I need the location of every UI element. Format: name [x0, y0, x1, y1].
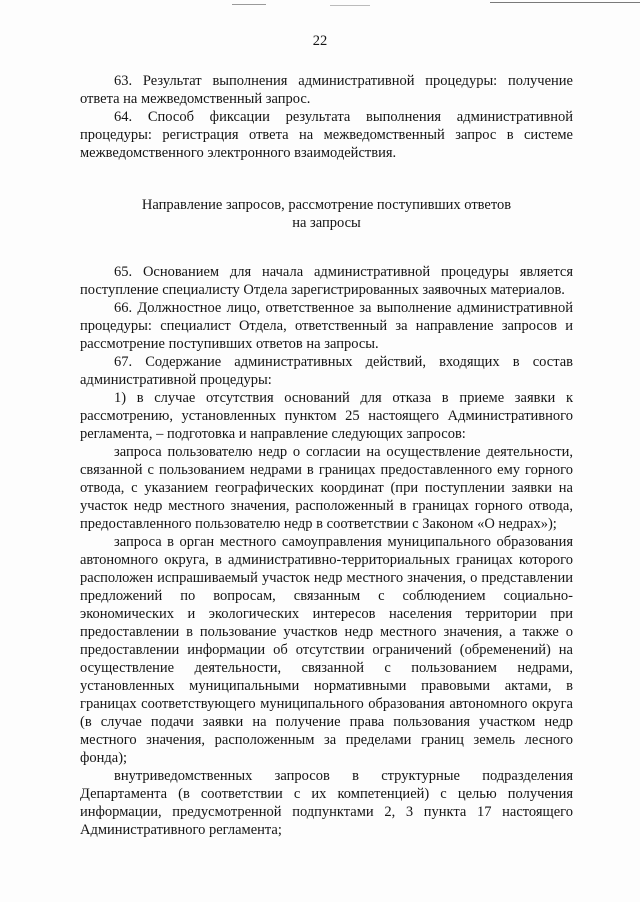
scan-artifact-top-center [330, 5, 370, 6]
document-body [80, 72, 573, 839]
scan-artifact-top-right [490, 2, 640, 3]
request-to-subsoil-user: запроса пользователю недр о согласии на осуществление деятельности, связанной с пользованием недрами в границах предоставленного ему горного отвода, с указанием географических координат (при поступлении заявки на участок недр местного значения, расположенный в границах горного отвода, предоставленного пользователю недр в соответствии с Законом «О недрах»); [80, 444, 573, 532]
page-number: 22 [312, 33, 328, 49]
section-heading-line-2: на запросы [292, 215, 361, 231]
paragraph-67: 67. Содержание административных действий, входящих в состав административной процедуры: [80, 354, 573, 388]
paragraph-63: 63. Результат выполнения административной процедуры: получение ответа на межведомственный запрос. [80, 73, 573, 107]
internal-department-requests: внутриведомственных запросов в структурные подразделения Департамента (в соответствии с их компетенцией) с целью получения информации, предусмотренной подпунктами 2, 3 пункта 17 настоящего Административного регламента; [80, 768, 573, 838]
paragraph-64: 64. Способ фиксации результата выполнения административной процедуры: регистрация ответа на межведомственный запрос в системе межведомственного электронного взаимодействия. [80, 109, 573, 161]
section-heading [80, 196, 573, 232]
request-to-local-government: запроса в орган местного самоуправления муниципального образования автономного округа, в административно-территориальных границах которого расположен испрашиваемый участок недр местного значения, о представлении предложений по вопросам, связанным с соблюдением социально-экономических и экологических интересов населения территории при предоставлении в пользование участков недр местного значения, а также о предоставлении информации об отсутствии ограничений (обременений) на осуществление деятельности, связанной с пользованием недрами, установленных муниципальными нормативными правовыми актами, в границах соответствующего муниципального образования автономного округа (в случае подачи заявки на получение права пользования участком недр местного значения, расположенным за пределами границ земель лесного фонда); [80, 534, 573, 766]
section-heading-line-1: Направление запросов, рассмотрение поступивших ответов [141, 197, 512, 213]
paragraph-66: 66. Должностное лицо, ответственное за выполнение административной процедуры: специалист Отдела, ответственный за направление запросов и рассмотрение поступивших ответов на запросы. [80, 300, 573, 352]
scan-artifact-top-left [232, 4, 266, 5]
paragraph-67-item-1: 1) в случае отсутствия оснований для отказа в приеме заявки к рассмотрению, установленных пунктом 25 настоящего Административного регламента, – подготовка и направление следующих запросов: [80, 390, 573, 442]
paragraph-65: 65. Основанием для начала административной процедуры является поступление специалисту Отдела зарегистрированных заявочных материалов. [80, 264, 573, 298]
